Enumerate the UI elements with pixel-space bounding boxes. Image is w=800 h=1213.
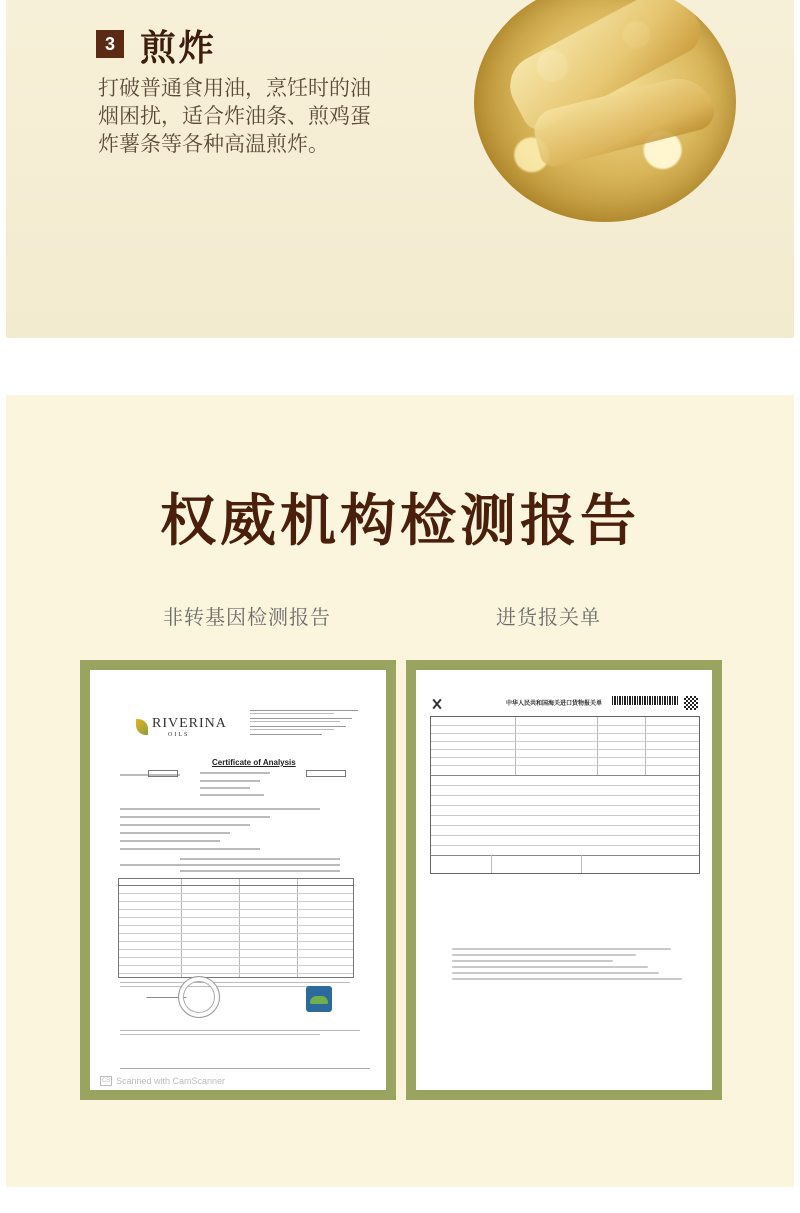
brand-name	[152, 716, 227, 738]
certificate-paper	[90, 670, 386, 1090]
frying-potato-photo	[474, 0, 736, 222]
step-description-line: 炸薯条等各种高温煎炸。	[98, 132, 329, 156]
frying-section	[6, 0, 794, 338]
declaration-notes	[452, 948, 682, 984]
company-address-block	[250, 708, 370, 740]
step-number-badge: 3	[96, 30, 124, 58]
camscanner-icon: CS	[101, 1078, 111, 1084]
certificate-heading: Certificate of Analysis	[212, 758, 296, 767]
riverina-logo	[136, 716, 227, 738]
camscanner-text: Scanned with CamScanner	[116, 1076, 226, 1086]
qr-code	[684, 696, 698, 710]
customs-paper	[416, 670, 712, 1090]
barcode	[612, 696, 678, 705]
reports-section	[6, 395, 794, 1187]
customs-form-table	[430, 716, 700, 874]
analysis-table	[118, 878, 354, 978]
customs-declaration-image	[406, 660, 722, 1100]
customs-form-heading: 中华人民共和国海关进口货物报关单	[506, 701, 603, 707]
leaf-icon	[136, 719, 148, 735]
company-seal	[178, 976, 220, 1018]
brand-subtext: OILS	[168, 732, 190, 738]
brand-text: RIVERINA	[152, 716, 227, 731]
non-gmo-certificate-image	[80, 660, 396, 1100]
non-gmo-report-label: 非转基因检测报告	[163, 605, 331, 629]
step-description-line: 打破普通食用油，烹饪时的油	[98, 76, 371, 100]
customs-declaration-label: 进货报关单	[496, 605, 601, 629]
non-gmo-verified-badge	[306, 986, 332, 1012]
step-title: 煎炸	[140, 28, 217, 69]
step-description	[98, 74, 408, 158]
step-description-line: 烟困扰，适合炸油条、煎鸡蛋	[98, 104, 371, 128]
customs-emblem-icon	[430, 698, 444, 710]
reports-title: 权威机构检测报告	[160, 489, 640, 554]
camscanner-watermark	[100, 1076, 225, 1086]
